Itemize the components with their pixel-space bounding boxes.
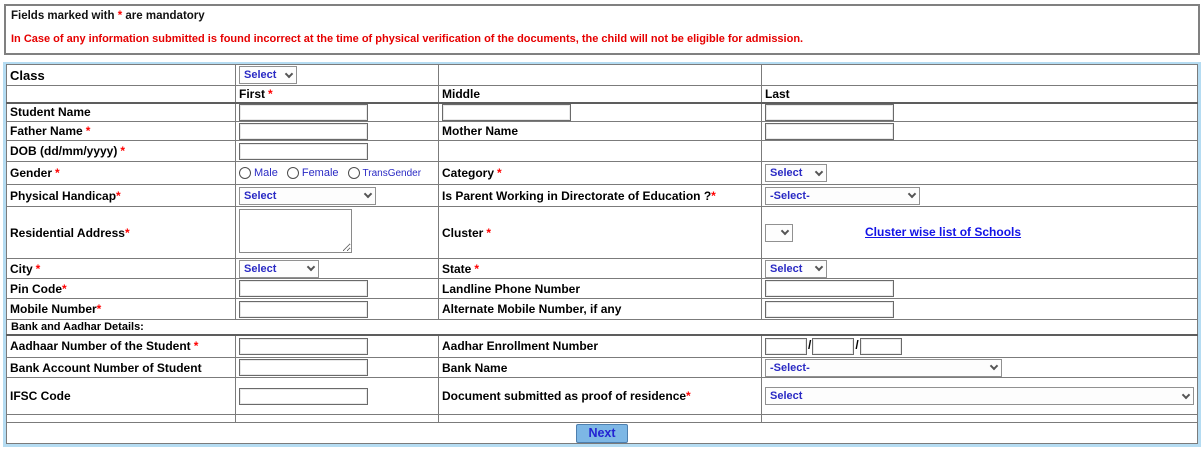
aadhar-enrollment-part3-input[interactable] — [860, 338, 902, 355]
gender-female-label: Female — [301, 167, 339, 179]
chevron-down-icon — [285, 69, 293, 77]
required-asterisk: * — [711, 188, 716, 203]
physical-handicap-select-value: Select — [244, 189, 277, 202]
row-dob — [7, 141, 1198, 162]
city-label: City — [10, 261, 33, 276]
required-asterisk: * — [486, 225, 492, 240]
required-asterisk: * — [116, 188, 121, 203]
aadhaar-number-input[interactable] — [239, 338, 368, 355]
required-asterisk: * — [96, 302, 102, 316]
class-label: Class — [10, 67, 45, 83]
mandatory-note — [11, 10, 1192, 22]
chevron-down-icon — [781, 227, 789, 235]
row-bank-account — [7, 358, 1198, 378]
chevron-down-icon — [990, 362, 998, 370]
chevron-down-icon — [815, 167, 823, 175]
landline-input[interactable] — [765, 280, 894, 297]
student-last-name-input[interactable] — [765, 104, 894, 121]
row-father-mother — [7, 122, 1198, 141]
aadhar-enrollment-label: Aadhar Enrollment Number — [442, 339, 599, 354]
gender-male-label: Male — [254, 167, 278, 179]
chevron-down-icon — [307, 263, 315, 271]
class-select[interactable] — [239, 66, 297, 84]
aadhar-enrollment-part2-input[interactable] — [812, 338, 854, 355]
gender-option-male[interactable] — [239, 167, 278, 179]
gender-radio-group — [239, 167, 435, 179]
aadhar-enrollment-part1-input[interactable] — [765, 338, 807, 355]
row-pincode-landline — [7, 279, 1198, 299]
bank-account-label: Bank Account Number of Student — [10, 360, 202, 375]
required-asterisk: * — [55, 166, 60, 180]
required-asterisk: * — [474, 261, 480, 276]
father-name-label: Father Name — [10, 124, 83, 138]
admission-form-table — [3, 62, 1201, 447]
first-name-header: First — [239, 86, 266, 101]
doc-proof-select-value: Select — [770, 390, 803, 402]
verification-warning: In Case of any information submitted is found incorrect at the time of physical verification of the documents, the child will not be eligible for admission. — [11, 33, 804, 45]
row-spacer — [7, 415, 1198, 423]
state-select-value: Select — [770, 262, 803, 275]
parent-doe-select-value: -Select- — [770, 189, 810, 202]
radio-transgender-icon[interactable] — [348, 167, 360, 179]
radio-male-icon[interactable] — [239, 167, 251, 179]
required-asterisk: * — [62, 281, 67, 296]
dob-input[interactable] — [239, 143, 368, 160]
required-asterisk: * — [117, 10, 123, 22]
enrollment-separator: / — [855, 338, 859, 353]
dob-label: DOB (dd/mm/yyyy) — [10, 144, 118, 158]
chevron-down-icon — [364, 190, 372, 198]
required-asterisk: * — [497, 166, 502, 180]
cluster-label: Cluster — [442, 225, 484, 240]
row-name-header — [7, 86, 1198, 103]
parent-doe-label: Is Parent Working in Directorate of Education ? — [442, 188, 712, 203]
ifsc-code-input[interactable] — [239, 388, 368, 405]
cluster-select[interactable] — [765, 224, 793, 242]
row-class — [7, 65, 1198, 86]
row-mobile-altmobile — [7, 299, 1198, 320]
state-label: State — [442, 261, 472, 276]
pin-code-input[interactable] — [239, 280, 368, 297]
enrollment-separator: / — [808, 338, 812, 353]
category-label: Category — [442, 166, 495, 180]
row-bank-section-header — [7, 320, 1198, 335]
city-select-value: Select — [244, 262, 277, 275]
required-asterisk: * — [268, 86, 273, 101]
landline-label: Landline Phone Number — [442, 281, 581, 296]
aadhaar-number-label: Aadhaar Number of the Student — [10, 339, 191, 354]
gender-option-female[interactable] — [287, 167, 339, 179]
alternate-mobile-label: Alternate Mobile Number, if any — [442, 302, 622, 316]
row-student-name — [7, 103, 1198, 122]
required-asterisk: * — [124, 225, 130, 240]
doc-proof-label: Document submitted as proof of residence — [442, 389, 687, 403]
row-handicap-parentdoe — [7, 185, 1198, 207]
cluster-schools-link[interactable]: Cluster wise list of Schools — [865, 224, 1022, 239]
residential-address-label: Residential Address — [10, 225, 125, 240]
gender-option-transgender[interactable] — [348, 167, 422, 179]
bank-name-label: Bank Name — [442, 360, 508, 375]
required-asterisk: * — [120, 144, 126, 158]
mobile-number-input[interactable] — [239, 301, 368, 318]
row-gender-category — [7, 162, 1198, 185]
mandatory-note-prefix: Fields marked with — [11, 10, 118, 22]
bank-name-select-value: -Select- — [770, 361, 810, 374]
mother-name-label: Mother Name — [442, 124, 519, 138]
physical-handicap-select[interactable] — [239, 187, 376, 205]
middle-name-header: Middle — [442, 86, 480, 101]
residential-address-textarea[interactable] — [239, 209, 352, 253]
chevron-down-icon — [908, 190, 916, 198]
last-name-header: Last — [765, 86, 790, 101]
required-asterisk: * — [35, 261, 41, 276]
required-asterisk: * — [193, 339, 199, 354]
ifsc-code-label: IFSC Code — [10, 389, 71, 403]
student-middle-name-input[interactable] — [442, 104, 571, 121]
required-asterisk: * — [85, 124, 91, 138]
bank-name-select[interactable] — [765, 359, 1002, 377]
physical-handicap-label: Physical Handicap — [10, 188, 117, 203]
row-ifsc-docproof — [7, 378, 1198, 415]
required-asterisk: * — [686, 389, 691, 403]
student-name-label: Student Name — [10, 105, 91, 120]
alternate-mobile-input[interactable] — [765, 301, 894, 318]
next-button[interactable]: Next — [576, 424, 627, 443]
bank-aadhar-section-title: Bank and Aadhar Details: — [11, 320, 144, 333]
mobile-number-label: Mobile Number — [10, 302, 97, 316]
category-select[interactable] — [765, 164, 827, 182]
gender-label: Gender — [10, 166, 53, 180]
row-city-state — [7, 259, 1198, 279]
bank-account-input[interactable] — [239, 359, 368, 376]
class-select-value: Select — [244, 69, 277, 81]
parent-doe-select[interactable] — [765, 187, 920, 205]
father-name-input[interactable] — [239, 123, 368, 140]
row-aadhaar — [7, 335, 1198, 358]
mandatory-note-suffix: are mandatory — [122, 10, 205, 22]
pin-code-label: Pin Code — [10, 281, 63, 296]
gender-transgender-label: TransGender — [362, 167, 422, 179]
student-first-name-input[interactable] — [239, 104, 368, 121]
row-address-cluster — [7, 207, 1198, 259]
mandatory-notice-box — [4, 4, 1200, 55]
city-select[interactable] — [239, 260, 319, 278]
state-select[interactable] — [765, 260, 827, 278]
radio-female-icon[interactable] — [287, 167, 299, 179]
doc-proof-select[interactable] — [765, 387, 1194, 405]
category-select-value: Select — [770, 167, 803, 179]
mother-name-input[interactable] — [765, 123, 894, 140]
chevron-down-icon — [815, 263, 823, 271]
row-next — [7, 423, 1198, 444]
chevron-down-icon — [1182, 390, 1190, 398]
